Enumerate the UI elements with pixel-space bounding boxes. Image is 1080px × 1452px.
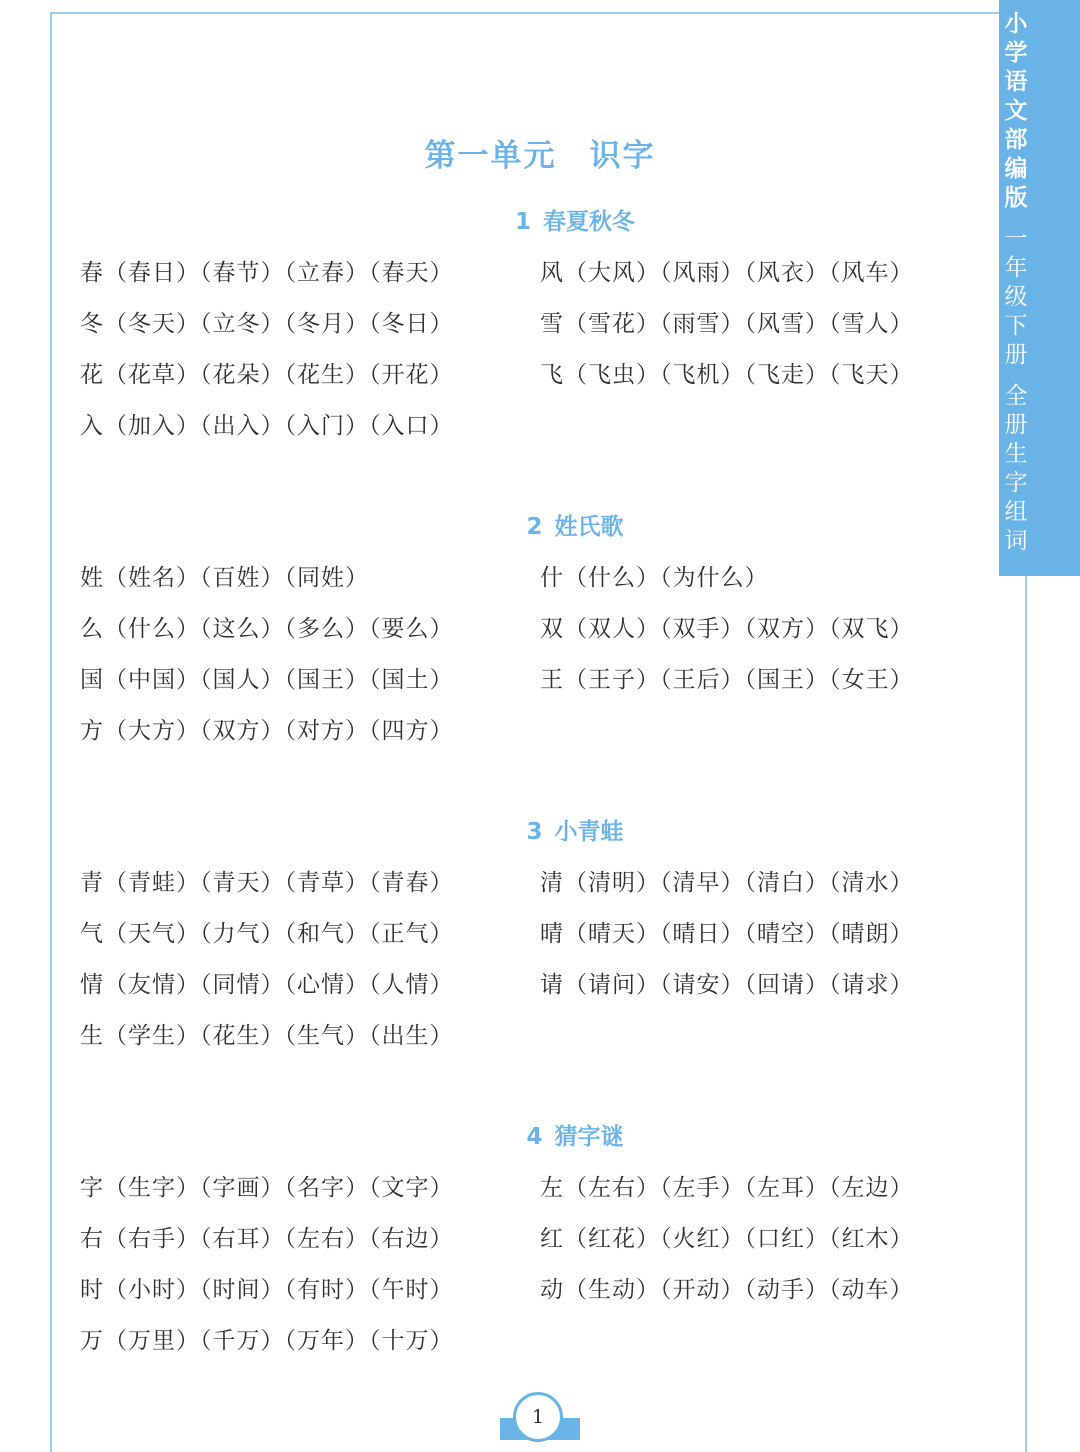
side-tab-grade: 一年级下册 (1004, 226, 1028, 368)
word-row (0, 1275, 1080, 1326)
word-row (0, 258, 1080, 309)
character-entry: 风（大风）（风雨）（风衣）（风车） (540, 260, 914, 286)
lesson-number: 1 (514, 209, 531, 235)
character-entry: 春（春日）（春节）（立春）（春天） (80, 260, 454, 286)
lesson-name: 春夏秋冬 (543, 209, 635, 235)
word-row (0, 970, 1080, 1021)
page-number-badge (500, 1392, 580, 1440)
character-entry: 红（红花）（火红）（口红）（红木） (540, 1226, 914, 1252)
lesson-section (0, 1122, 1080, 1377)
side-tab-title: 小学语文部编版 (1004, 11, 1028, 211)
character-entry: 什（什么）（为什么） (540, 565, 769, 591)
word-row (0, 1173, 1080, 1224)
character-entry: 气（天气）（力气）（和气）（正气） (80, 921, 454, 947)
word-row (0, 614, 1080, 665)
word-row (0, 411, 1080, 462)
word-row (0, 665, 1080, 716)
character-entry: 么（什么）（这么）（多么）（要么） (80, 616, 454, 642)
lesson-section (0, 207, 1080, 462)
lesson-number: 4 (526, 1124, 543, 1150)
character-entry: 冬（冬天）（立冬）（冬月）（冬日） (80, 311, 454, 337)
word-row (0, 1326, 1080, 1377)
character-entry: 国（中国）（国人）（国王）（国土） (80, 667, 454, 693)
character-entry: 万（万里）（千万）（万年）（十万） (80, 1328, 454, 1354)
lesson-title (70, 817, 1080, 868)
character-entry: 情（友情）（同情）（心情）（人情） (80, 972, 454, 998)
side-tab-subtitle: 全册生字组词 (1004, 383, 1028, 554)
character-entry: 右（右手）（右耳）（左右）（右边） (80, 1226, 454, 1252)
word-row (0, 868, 1080, 919)
word-row (0, 309, 1080, 360)
character-entry: 字（生字）（字画）（名字）（文字） (80, 1175, 454, 1201)
unit-title: 第一单元 识字 (424, 138, 656, 174)
lesson-number: 2 (526, 514, 543, 540)
lesson-name: 小青蛙 (554, 819, 624, 845)
character-entry: 请（请问）（请安）（回请）（请求） (540, 972, 914, 998)
word-row (0, 563, 1080, 614)
character-entry: 王（王子）（王后）（国王）（女王） (540, 667, 914, 693)
character-entry: 方（大方）（双方）（对方）（四方） (80, 718, 454, 744)
word-row (0, 919, 1080, 970)
character-entry: 入（加入）（出入）（入门）（入口） (80, 413, 454, 439)
character-entry: 飞（飞虫）（飞机）（飞走）（飞天） (540, 362, 914, 388)
character-entry: 清（清明）（清早）（清白）（清水） (540, 870, 914, 896)
lesson-section (0, 512, 1080, 767)
page-number: 1 (513, 1392, 563, 1442)
character-entry: 生（学生）（花生）（生气）（出生） (80, 1023, 454, 1049)
character-entry: 花（花草）（花朵）（花生）（开花） (80, 362, 454, 388)
character-entry: 动（生动）（开动）（动手）（动车） (540, 1277, 914, 1303)
word-row (0, 1021, 1080, 1072)
character-entry: 时（小时）（时间）（有时）（午时） (80, 1277, 454, 1303)
character-entry: 晴（晴天）（晴日）（晴空）（晴朗） (540, 921, 914, 947)
lesson-name: 姓氏歌 (554, 514, 624, 540)
lesson-number: 3 (526, 819, 543, 845)
word-row (0, 360, 1080, 411)
lesson-section (0, 817, 1080, 1072)
lesson-title (70, 1122, 1080, 1173)
character-entry: 双（双人）（双手）（双方）（双飞） (540, 616, 914, 642)
character-entry: 青（青蛙）（青天）（青草）（青春） (80, 870, 454, 896)
word-row (0, 1224, 1080, 1275)
word-row (0, 716, 1080, 767)
character-entry: 左（左右）（左手）（左耳）（左边） (540, 1175, 914, 1201)
character-entry: 姓（姓名）（百姓）（同姓） (80, 565, 369, 591)
lesson-title (70, 207, 1080, 258)
lesson-title (70, 512, 1080, 563)
character-entry: 雪（雪花）（雨雪）（风雪）（雪人） (540, 311, 914, 337)
lesson-name: 猜字谜 (554, 1124, 624, 1150)
